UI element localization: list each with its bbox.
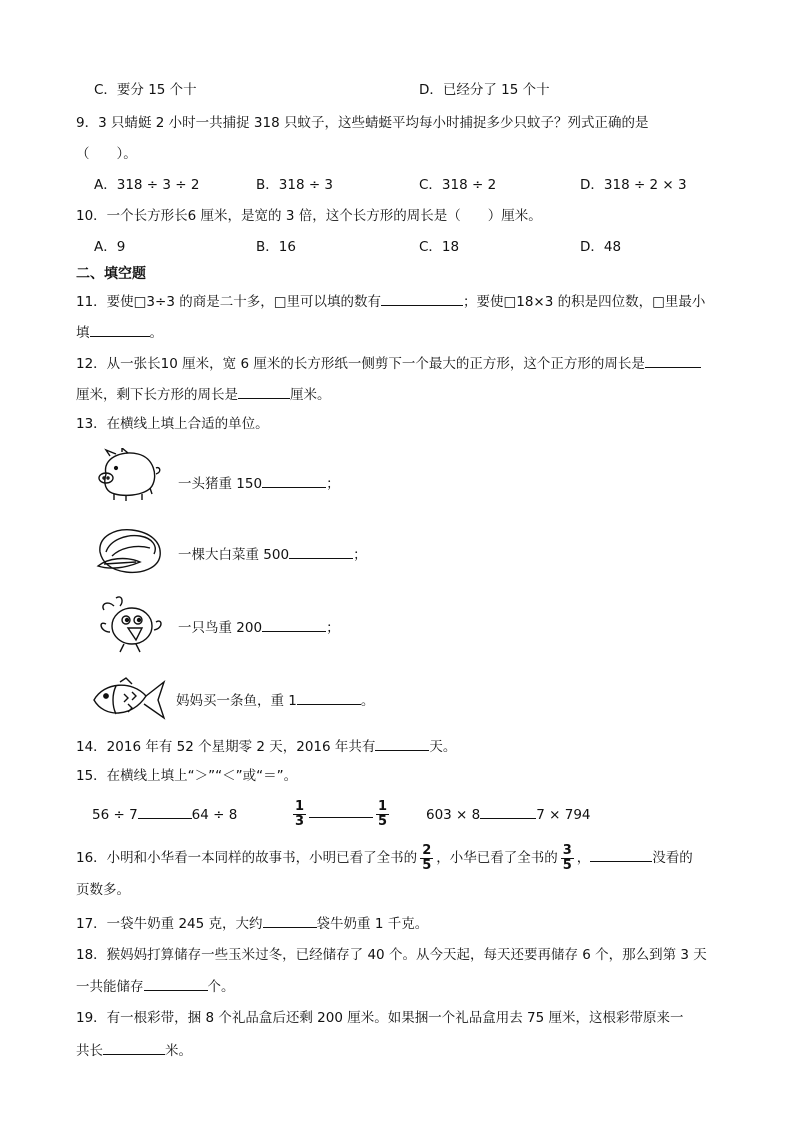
- q12-text-c: 厘米。: [290, 387, 331, 403]
- q12-blank-1[interactable]: [645, 353, 701, 368]
- q10-option-a: A．9: [94, 239, 126, 255]
- q13-blank-fish[interactable]: [297, 690, 361, 705]
- q15-f1-numerator: 1: [295, 798, 305, 814]
- q16-text-a: 16．小明和小华看一本同样的故事书，小明已看了全书的: [76, 850, 418, 866]
- q11-text-d: 。: [149, 325, 163, 341]
- q17-text-b: 袋牛奶重 1 千克。: [316, 916, 429, 932]
- q15-f2-denominator: 5: [378, 813, 388, 829]
- q19-text-c: 米。: [165, 1043, 192, 1059]
- q13-item-fish: [176, 690, 374, 711]
- q12-line2: [76, 384, 331, 405]
- q12-line1: [76, 353, 701, 374]
- q9-option-c: C．318 ÷ 2: [419, 177, 497, 193]
- q14-text-b: 天。: [429, 739, 457, 755]
- cabbage-icon: [92, 522, 168, 578]
- q15-fraction-1: [293, 800, 306, 829]
- q13-fish-end: 。: [360, 693, 375, 709]
- q8-option-c: C．要分 15 个十: [94, 82, 197, 98]
- q10-question: 10．一个长方形长6 厘米，是宽的 3 倍，这个长方形的周长是（ ）厘米。: [76, 208, 542, 224]
- q13-cabbage-end: ；: [353, 547, 367, 563]
- q15-expr-1: [92, 804, 237, 825]
- q15-e3-left: 603 × 8: [426, 807, 481, 823]
- q16-text-b: ，小华已看了全书的: [436, 850, 558, 866]
- q9-question: 9．3 只蜻蜓 2 小时一共捕捉 318 只蚊子，这些蜻蜓平均每小时捕捉多少只蚊子？列式正确的是: [76, 115, 649, 131]
- q19-line1: 19．有一根彩带，捆 8 个礼品盒后还剩 200 厘米。如果捆一个礼品盒用去 75 厘米，这根彩带原来一: [76, 1010, 684, 1026]
- q9-option-d: D．318 ÷ 2 × 3: [580, 177, 687, 193]
- q8-option-d: D．已经分了 15 个十: [419, 82, 550, 98]
- q16-fraction-1: [420, 844, 433, 873]
- q9-option-a: A．318 ÷ 3 ÷ 2: [94, 177, 200, 193]
- q15-blank-1[interactable]: [138, 804, 192, 819]
- bird-icon: [96, 594, 164, 656]
- q18-line2: [76, 976, 235, 997]
- q14-line: [76, 736, 456, 757]
- q16-line2: 页数多。: [76, 882, 130, 898]
- q11-text-b: ；要使□18×3 的积是四位数，□里最小: [462, 294, 706, 310]
- q10-option-d: D．48: [580, 239, 622, 255]
- q11-text-c: 填: [76, 325, 90, 341]
- q13-bird-end: ；: [326, 620, 340, 636]
- q14-blank[interactable]: [375, 736, 429, 751]
- q15-blank-2[interactable]: [309, 803, 373, 818]
- q10-option-c: C．18: [419, 239, 460, 255]
- q11-line1: [76, 291, 705, 312]
- q13-pig-text: 一头猪重 150: [178, 476, 263, 492]
- section-title-fill-blank: 二、填空题: [76, 266, 146, 282]
- q16-f1-denominator: 5: [422, 857, 432, 873]
- q12-text-b: 厘米，剩下长方形的周长是: [76, 387, 238, 403]
- q14-text-a: 14．2016 年有 52 个星期零 2 天，2016 年共有: [76, 739, 376, 755]
- q12-blank-2[interactable]: [238, 384, 290, 399]
- q18-blank[interactable]: [144, 976, 208, 991]
- q13-fish-text: 妈妈买一条鱼，重 1: [176, 693, 297, 709]
- q16-f1-numerator: 2: [422, 842, 432, 858]
- q16-f2-denominator: 5: [562, 857, 572, 873]
- q15-fraction-2: [376, 800, 389, 829]
- q13-bird-text: 一只鸟重 200: [178, 620, 263, 636]
- q16-text-c: ，: [576, 850, 591, 866]
- q13-item-cabbage: [178, 544, 367, 565]
- q13-title: 13．在横线上填上合适的单位。: [76, 416, 269, 432]
- q17-text-a: 17．一袋牛奶重 245 克，大约: [76, 916, 263, 932]
- q9-option-b: B．318 ÷ 3: [256, 177, 334, 193]
- q17-blank[interactable]: [263, 913, 317, 928]
- q13-blank-cabbage[interactable]: [289, 544, 353, 559]
- q16-fraction-2: [561, 844, 574, 873]
- pig-icon: [92, 448, 162, 502]
- q9-question-cont: （ ）。: [76, 146, 137, 162]
- q13-item-pig: [178, 473, 340, 494]
- q13-item-bird: [178, 617, 340, 638]
- q18-line1: 18．猴妈妈打算储存一些玉米过冬，已经储存了 40 个。从今天起，每天还要再储存 6 个，那么到第 3 天: [76, 947, 707, 963]
- q19-blank[interactable]: [103, 1040, 165, 1055]
- q18-text-c: 个。: [207, 979, 235, 995]
- q11-blank-1[interactable]: [381, 291, 463, 306]
- q19-line2: [76, 1040, 192, 1061]
- q15-title: 15．在横线上填上“＞”“＜”或“＝”。: [76, 768, 298, 784]
- q13-pig-end: ；: [326, 476, 340, 492]
- q12-text-a: 12．从一张长10 厘米，宽 6 厘米的长方形纸一侧剪下一个最大的正方形，这个正方形的周长是: [76, 356, 645, 372]
- q19-text-b: 共长: [76, 1043, 103, 1059]
- q17-line: [76, 913, 428, 934]
- q15-e1-left: 56 ÷ 7: [92, 807, 138, 823]
- q13-blank-bird[interactable]: [262, 617, 326, 632]
- q16-f2-numerator: 3: [562, 842, 572, 858]
- q11-line2: [76, 322, 163, 343]
- q15-expr-3: [426, 804, 591, 825]
- q16-line1: [76, 840, 693, 876]
- q18-text-b: 一共能储存: [76, 979, 144, 995]
- q15-expr-2: [290, 796, 392, 832]
- q16-blank[interactable]: [590, 847, 652, 862]
- q10-option-b: B．16: [256, 239, 296, 255]
- q15-blank-3[interactable]: [480, 804, 536, 819]
- q13-cabbage-text: 一棵大白菜重 500: [178, 547, 290, 563]
- q15-e1-right: 64 ÷ 8: [191, 807, 238, 823]
- q15-e3-right: 7 × 794: [536, 807, 591, 823]
- q11-blank-2[interactable]: [90, 322, 150, 337]
- q13-blank-pig[interactable]: [262, 473, 326, 488]
- q11-text-a: 11．要使□3÷3 的商是二十多，□里可以填的数有: [76, 294, 381, 310]
- q16-text-d: 没看的: [652, 850, 693, 866]
- q15-f2-numerator: 1: [378, 798, 388, 814]
- q15-f1-denominator: 3: [295, 813, 305, 829]
- fish-icon: [90, 676, 168, 724]
